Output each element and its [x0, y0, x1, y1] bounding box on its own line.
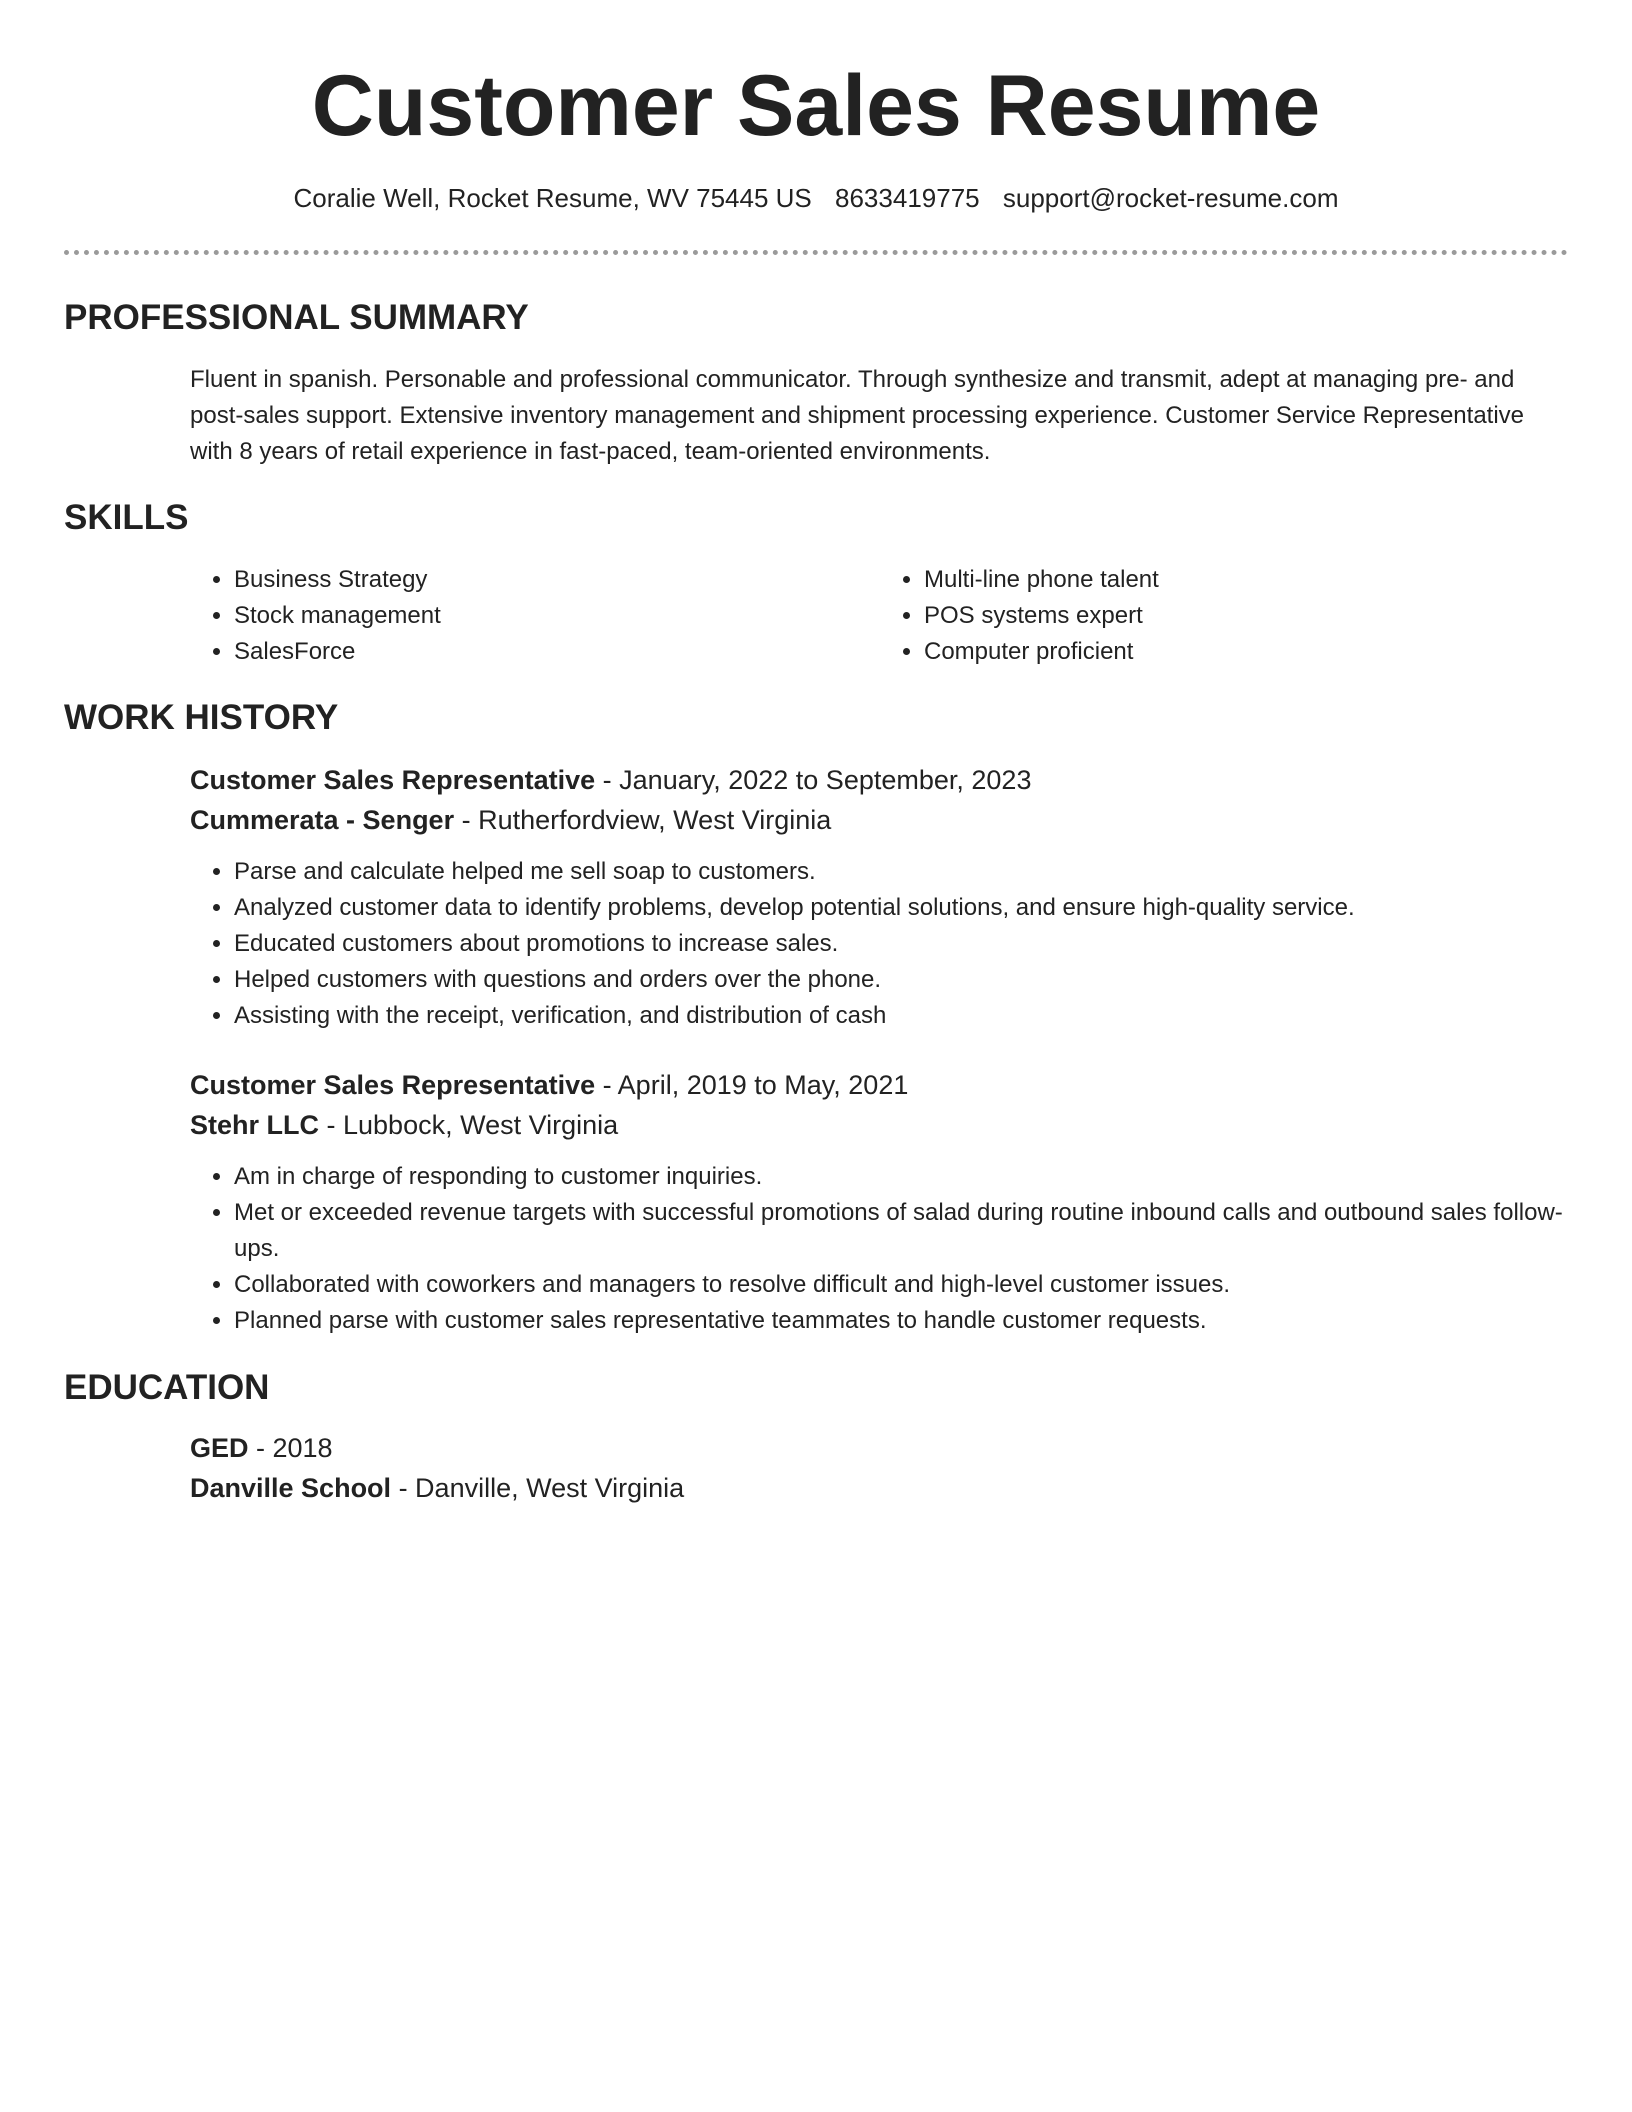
skills-list-left [190, 562, 880, 670]
summary-section [190, 362, 1570, 470]
skill-item: • SalesForce [234, 634, 880, 670]
skill-item: • Stock management [234, 598, 880, 634]
job-bullet: • Collaborated with coworkers and managers to resolve difficult and high-level customer issues. [234, 1267, 1570, 1303]
job-bullets [190, 1159, 1570, 1339]
job-bullet: • Am in charge of responding to customer inquiries. [234, 1159, 1570, 1195]
degree-year: - 2018 [248, 1433, 333, 1463]
job-dates: - January, 2022 to September, 2023 [595, 765, 1032, 795]
job-bullet: • Helped customers with questions and orders over the phone. [234, 962, 1570, 998]
job-bullet: • Assisting with the receipt, verification, and distribution of cash [234, 998, 1570, 1034]
skill-item: • Multi-line phone talent [924, 562, 1570, 598]
education-heading: EDUCATION [64, 1368, 270, 1407]
education-entry [190, 1428, 1570, 1508]
degree: GED [190, 1433, 249, 1463]
summary-text: Fluent in spanish. Personable and professional communicator. Through synthesize and transmit, adept at managing pre- and post-sales support. Extensive inventory management and shipment processing experience. Customer Service Representative with 8 years of retail experience in fast-paced, team-oriented environments. [190, 366, 1525, 465]
job-company-line [190, 800, 1570, 840]
job-location: - Rutherfordview, West Virginia [454, 805, 832, 835]
skills-section [190, 562, 1570, 670]
job-title: Customer Sales Representative [190, 1070, 596, 1100]
header-divider [64, 250, 1568, 255]
skill-item: • Computer proficient [924, 634, 1570, 670]
skills-columns [190, 562, 1570, 670]
job-company: Stehr LLC [190, 1110, 320, 1140]
skill-item: • POS systems expert [924, 598, 1570, 634]
job-bullet: • Educated customers about promotions to increase sales. [234, 926, 1570, 962]
job-entry [190, 1065, 1570, 1339]
school-name: Danville School [190, 1473, 392, 1503]
job-bullet: • Met or exceeded revenue targets with successful promotions of salad during routine inbound calls and outbound sales follow-ups. [234, 1195, 1570, 1267]
skills-list-right [880, 562, 1570, 670]
job-bullets [190, 854, 1570, 1034]
resume-title: Customer Sales Resume [311, 58, 1321, 154]
work-heading: WORK HISTORY [64, 698, 339, 737]
job-company: Cummerata - Senger [190, 805, 455, 835]
job-dates: - April, 2019 to May, 2021 [595, 1070, 909, 1100]
skill-item: • Business Strategy [234, 562, 880, 598]
contact-email: support@rocket-resume.com [1002, 183, 1339, 213]
degree-line [190, 1428, 1570, 1468]
job-title-line [190, 1065, 1570, 1105]
job-title: Customer Sales Representative [190, 765, 596, 795]
job-entry [190, 760, 1570, 1034]
school-location: - Danville, West Virginia [391, 1473, 685, 1503]
job-bullet: • Analyzed customer data to identify problems, develop potential solutions, and ensure high-quality service. [234, 890, 1570, 926]
summary-heading: PROFESSIONAL SUMMARY [64, 298, 529, 337]
job-company-line [190, 1105, 1570, 1145]
contact-address: Coralie Well, Rocket Resume, WV 75445 US [293, 183, 812, 213]
job-bullet: • Planned parse with customer sales representative teammates to handle customer requests. [234, 1303, 1570, 1339]
contact-phone: 8633419775 [835, 183, 980, 213]
job-location: - Lubbock, West Virginia [319, 1110, 619, 1140]
job-bullet: • Parse and calculate helped me sell soap to customers. [234, 854, 1570, 890]
contact-line [0, 180, 1632, 216]
school-line [190, 1468, 1570, 1508]
skills-heading: SKILLS [64, 498, 189, 537]
job-title-line [190, 760, 1570, 800]
